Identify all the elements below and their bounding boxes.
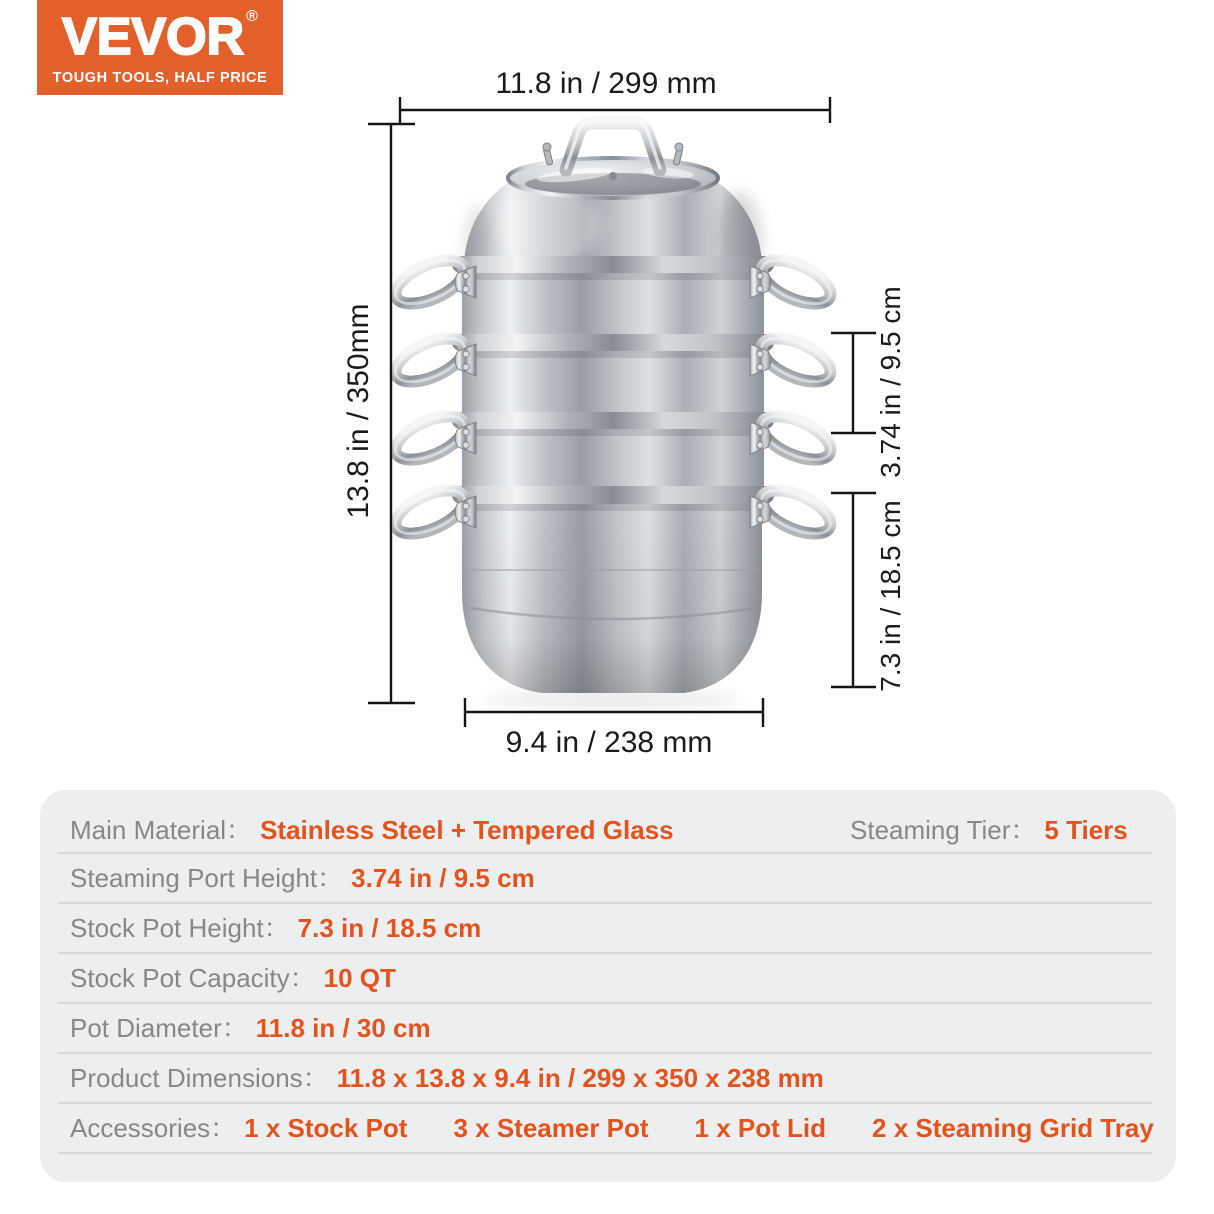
brand-wordmark: VEVOR [62,8,245,66]
spec-value: 1 x Stock Pot [244,1113,408,1143]
brand-tagline: TOUGH TOOLS, HALF PRICE [52,70,268,86]
spec-label: Steaming Tier： [850,815,1037,845]
dimension-stock-pot-height-label: 7.3 in / 18.5 cm [875,500,906,692]
dimension-steaming-port-height-label: 3.74 in / 9.5 cm [875,286,906,478]
dimension-overall-height-label: 13.8 in / 350mm [342,303,375,519]
spec-row-main-material [58,790,1152,854]
registered-mark: ® [246,8,258,25]
spec-value: 11.8 in / 30 cm [255,1013,431,1043]
spec-row-stock-pot-capacity [58,954,1152,1004]
spec-row-steaming-port-height [58,854,1152,904]
spec-value: 3.74 in / 9.5 cm [351,863,535,893]
stock-pot [452,486,774,693]
spec-label: Main Material： [70,815,253,845]
spec-label: Product Dimensions： [70,1063,329,1093]
spec-value: 10 QT [323,963,396,993]
spec-label: Stock Pot Capacity： [70,963,316,993]
spec-label: Steaming Port Height： [70,863,344,893]
spec-row-product-dimensions [58,1054,1152,1104]
spec-table [40,790,1176,1182]
spec-value: 11.8 x 13.8 x 9.4 in / 299 x 350 x 238 mm [336,1063,824,1093]
spec-row-pot-diameter [58,1004,1152,1054]
spec-row-stock-pot-height [58,904,1152,954]
spec-label: Accessories： [70,1113,237,1143]
spec-value: Stainless Steel + Tempered Glass [260,815,674,845]
spec-row-accessories [58,1104,1152,1154]
dimension-top-width-label: 11.8 in / 299 mm [495,67,717,100]
spec-value: 7.3 in / 18.5 cm [297,913,482,943]
steamer-tiers [452,256,774,492]
spec-value: 3 x Steamer Pot [453,1113,649,1143]
pot-shadow [483,693,743,707]
dimension-base-width-label: 9.4 in / 238 mm [505,726,713,759]
spec-label: Pot Diameter： [70,1013,248,1043]
glass-lid [508,143,718,198]
spec-value: 1 x Pot Lid [694,1113,827,1143]
spec-value: 5 Tiers [1044,815,1128,845]
spec-label: Stock Pot Height： [70,913,290,943]
spec-value: 2 x Steaming Grid Tray [872,1113,1154,1143]
